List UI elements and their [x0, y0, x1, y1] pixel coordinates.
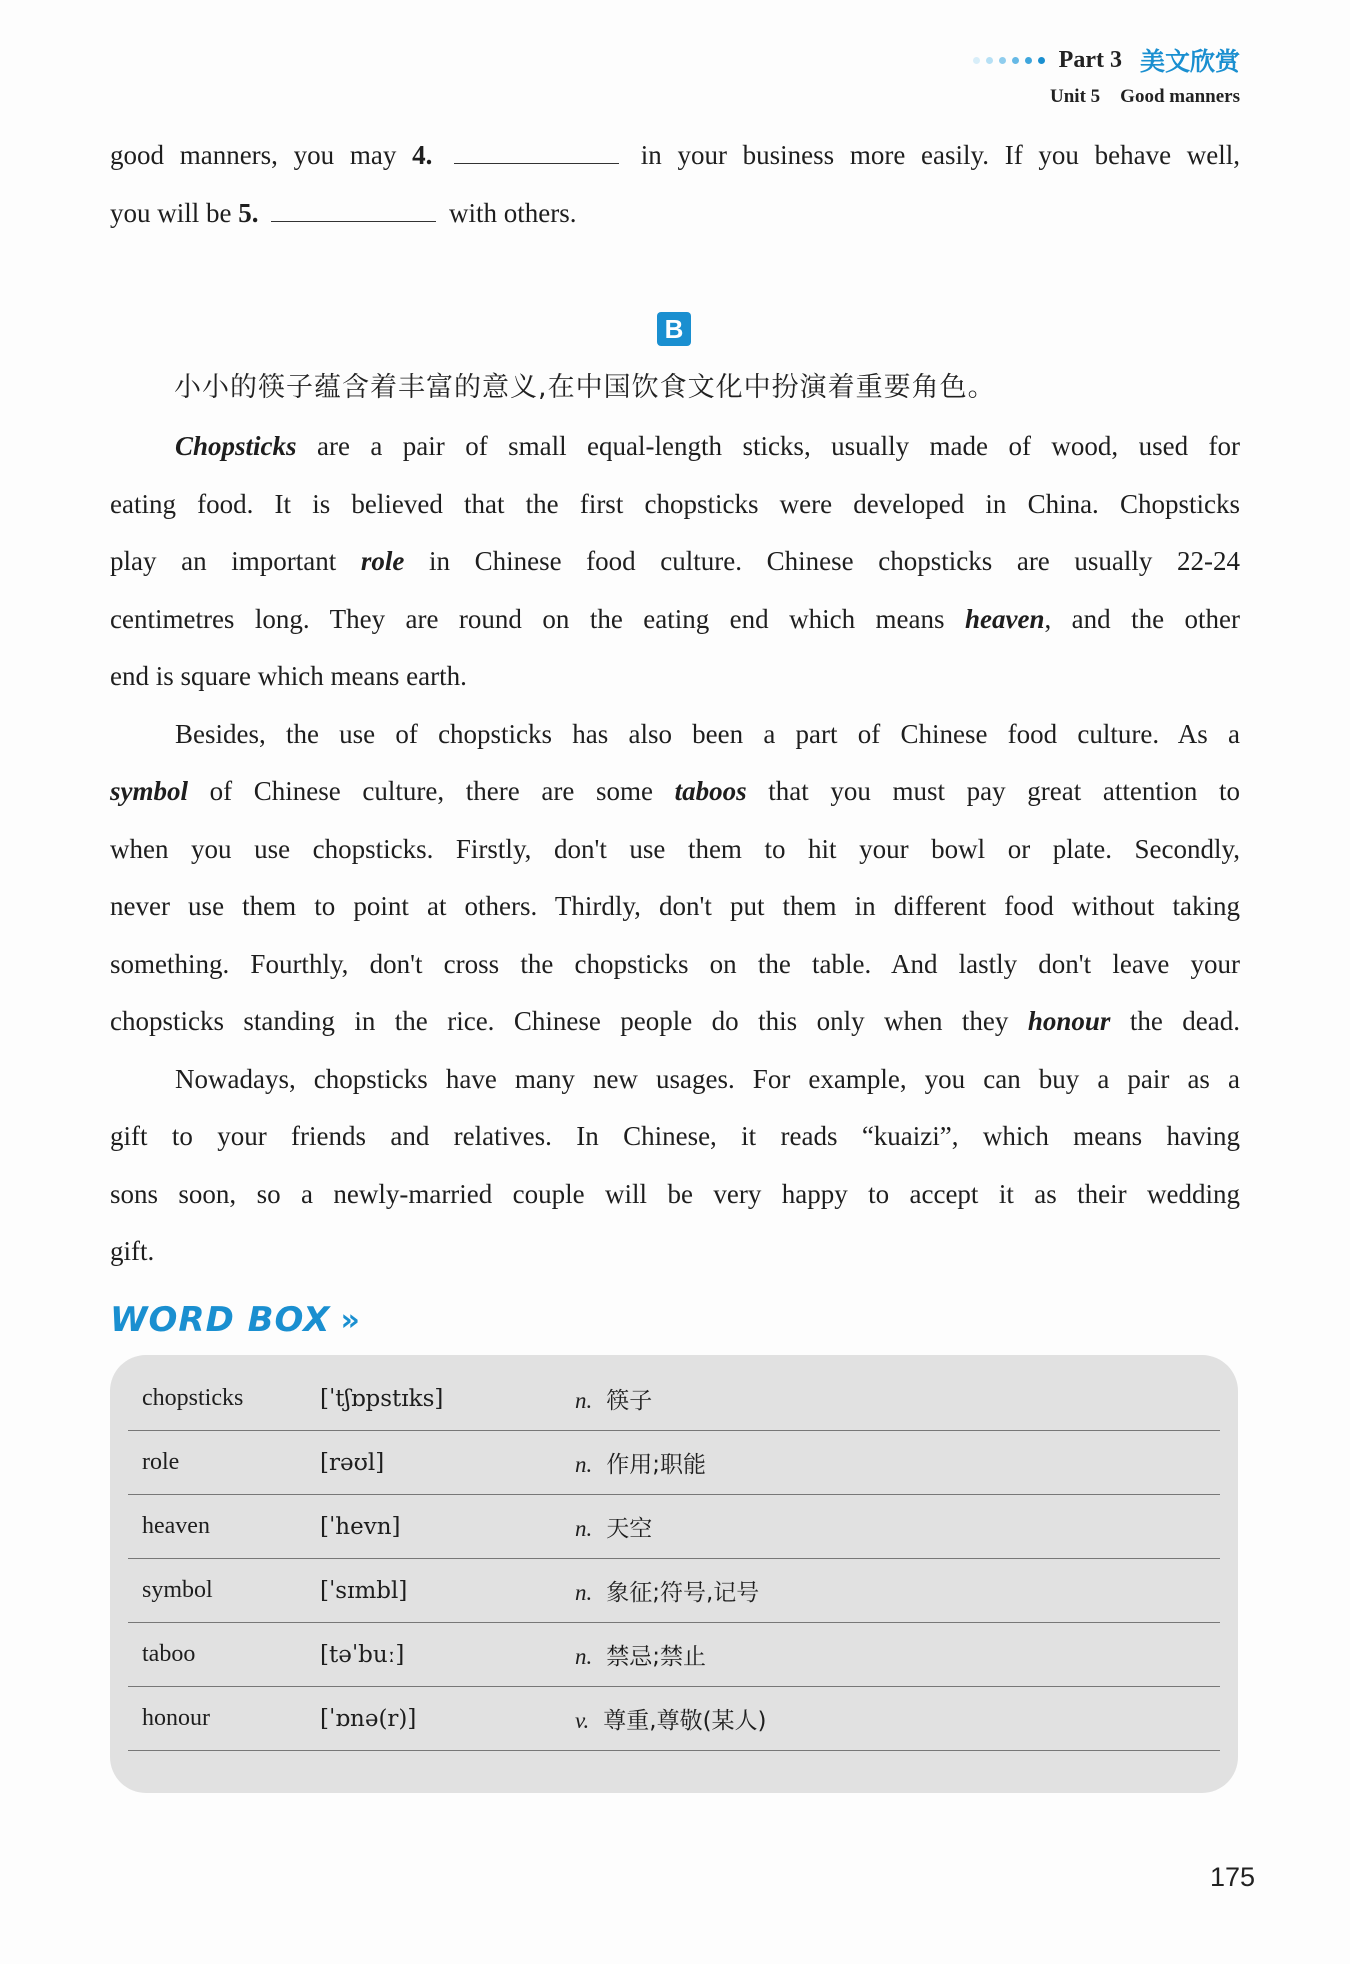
- vocab-phonetic: [rəʊl]: [320, 1449, 385, 1476]
- word-box-row: [128, 1559, 1220, 1623]
- keyword-role: role: [360, 546, 405, 576]
- vocab-meaning: 象征;符号,记号: [606, 1580, 760, 1606]
- text-line: chopsticks standing in the rice. Chinese people do this only when they honour the dead.: [110, 1006, 1240, 1036]
- text-line: Besides, the use of chopsticks has also been a part of Chinese food culture. As a: [175, 718, 1240, 749]
- decorative-dots: [973, 57, 1045, 64]
- text-line: eating food. It is believed that the first chopsticks were developed in China. Chopsticks: [110, 488, 1240, 519]
- word-box-row: [128, 1495, 1220, 1559]
- vocab-meaning: 作用;职能: [606, 1452, 706, 1478]
- word-box-row: [128, 1367, 1220, 1431]
- vocab-definition: [575, 1510, 652, 1543]
- vocab-definition: [575, 1574, 759, 1607]
- section-a-text: [110, 127, 1240, 242]
- vocab-word: symbol: [142, 1577, 213, 1603]
- answer-blank-4[interactable]: [454, 142, 619, 164]
- part-label: Part 3: [1058, 46, 1122, 73]
- section-b-intro: 小小的筷子蕴含着丰富的意义,在中国饮食文化中扮演着重要角色。: [174, 372, 996, 403]
- vocab-meaning: 尊重,尊敬(某人): [603, 1708, 767, 1734]
- passage: [110, 418, 1240, 1281]
- keyword-honour: honour: [1027, 1006, 1111, 1036]
- vocab-word: taboo: [142, 1641, 196, 1667]
- text-line: Nowadays, chopsticks have many new usages. For example, you can buy a pair as a: [175, 1063, 1240, 1094]
- vocab-definition: [575, 1638, 706, 1671]
- word-box-row: [128, 1623, 1220, 1687]
- vocab-phonetic: [təˈbuː]: [320, 1641, 405, 1668]
- keyword-chopsticks: Chopsticks: [175, 431, 297, 461]
- word-box-title: WORD BOX »: [110, 1300, 361, 1340]
- text-line: gift.: [110, 1236, 155, 1266]
- text-line: never use them to point at others. Thirdly, don't put them in different food without taking: [110, 891, 1240, 921]
- keyword-taboos: taboos: [674, 776, 747, 806]
- text-line: Chopsticks are a pair of small equal-length sticks, usually made of wood, used for: [175, 431, 1240, 461]
- text-line: you will be 5. with others.: [110, 197, 577, 228]
- text-line: play an important role in Chinese food culture. Chinese chopsticks are usually 22-24: [110, 546, 1241, 576]
- vocab-word: chopsticks: [142, 1385, 244, 1411]
- page-header: [973, 42, 1240, 108]
- text-line: when you use chopsticks. Firstly, don't use them to hit your bowl or plate. Secondly,: [110, 833, 1240, 864]
- vocab-word: honour: [142, 1705, 210, 1731]
- text-line: symbol of Chinese culture, there are some taboos that you must pay great attention to: [110, 776, 1241, 806]
- dot-icon: [973, 57, 980, 64]
- text-line: gift to your friends and relatives. In Chinese, it reads “kuaizi”, which means having: [110, 1121, 1240, 1151]
- vocab-phonetic: [ˈtʃɒpstɪks]: [320, 1385, 444, 1412]
- vocab-phonetic: [ˈɒnə(r)]: [320, 1705, 417, 1732]
- vocab-definition: [575, 1702, 767, 1735]
- part-of-speech: n.: [575, 1516, 593, 1541]
- text-line: good manners, you may 4. in your business more easily. If you behave well,: [110, 140, 1241, 170]
- word-box-row: [128, 1431, 1220, 1495]
- keyword-symbol: symbol: [110, 776, 188, 806]
- page-number: 175: [1209, 1862, 1255, 1892]
- dot-icon: [999, 57, 1006, 64]
- unit-title: Good manners: [1120, 86, 1240, 107]
- keyword-heaven: heaven: [964, 603, 1045, 634]
- text-line: something. Fourthly, don't cross the chopsticks on the table. And lastly don't leave your: [110, 948, 1240, 979]
- word-box-row: [128, 1687, 1220, 1751]
- vocab-meaning: 天空: [606, 1516, 653, 1542]
- vocab-word: role: [142, 1449, 180, 1475]
- section-b-badge: B: [657, 312, 691, 346]
- vocab-phonetic: [ˈsɪmbl]: [320, 1577, 408, 1604]
- dot-icon: [1025, 57, 1032, 64]
- vocab-phonetic: [ˈhevn]: [320, 1513, 401, 1540]
- part-of-speech: n.: [575, 1580, 593, 1605]
- part-of-speech: v.: [575, 1708, 590, 1733]
- part-of-speech: n.: [575, 1452, 593, 1477]
- unit-number: Unit 5: [1050, 86, 1101, 107]
- text-line: end is square which means earth.: [110, 661, 467, 691]
- dot-icon: [1012, 57, 1019, 64]
- vocab-definition: [575, 1446, 706, 1479]
- text-line: centimetres long. They are round on the eating end which means heaven, and the other: [110, 603, 1241, 634]
- vocab-meaning: 禁忌;禁止: [606, 1644, 706, 1670]
- vocab-meaning: 筷子: [606, 1388, 653, 1414]
- unit-label: [973, 86, 1240, 108]
- part-of-speech: n.: [575, 1644, 593, 1669]
- vocab-word: heaven: [142, 1513, 210, 1539]
- part-of-speech: n.: [575, 1388, 593, 1413]
- answer-blank-5[interactable]: [271, 200, 436, 222]
- text-line: sons soon, so a newly-married couple will be very happy to accept it as their wedding: [110, 1178, 1240, 1209]
- double-chevron-icon: »: [340, 1302, 361, 1338]
- word-box: [110, 1355, 1238, 1793]
- part-chinese-title: 美文欣赏: [1139, 47, 1240, 76]
- dot-icon: [1038, 57, 1045, 64]
- vocab-definition: [575, 1382, 652, 1415]
- dot-icon: [986, 57, 993, 64]
